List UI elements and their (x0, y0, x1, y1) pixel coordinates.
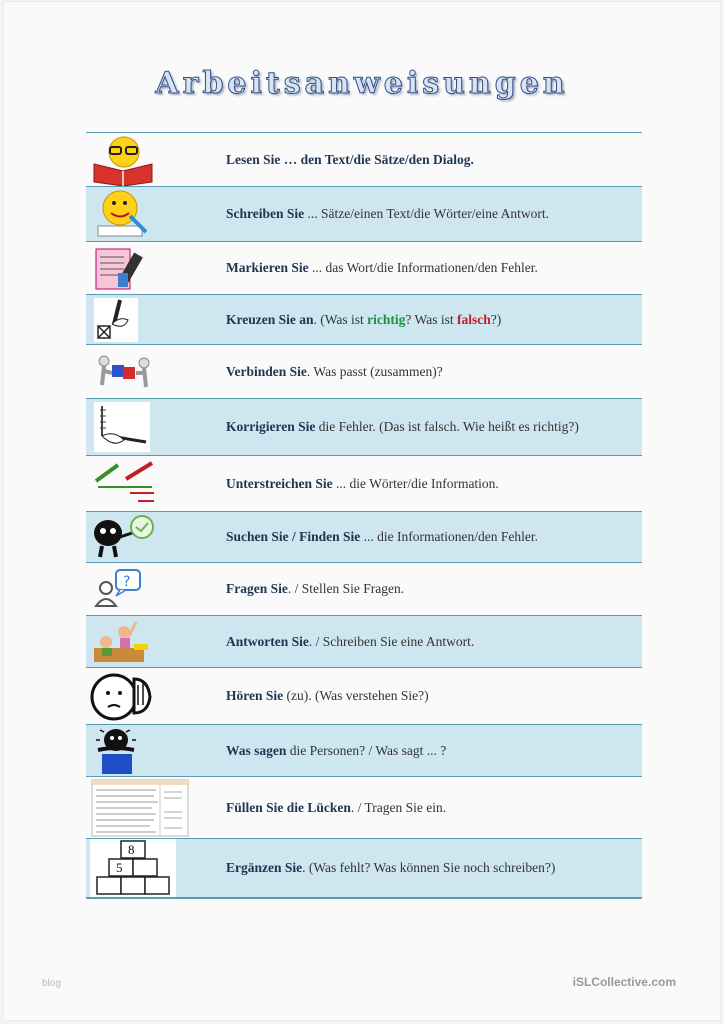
instruction-text: Markieren Sie ... das Wort/die Informationen/den Fehler. (226, 260, 538, 275)
magnifier-figure-icon (86, 512, 222, 562)
instruction-row (86, 724, 642, 776)
instruction-row (86, 511, 642, 562)
instruction-text: Ergänzen Sie. (Was fehlt? Was können Sie noch schreiben?) (226, 860, 556, 875)
instruction-text: Fragen Sie. / Stellen Sie Fragen. (226, 581, 405, 596)
instruction-text: Suchen Sie / Finden Sie ... die Informationen/den Fehler. (226, 529, 538, 544)
instruction-row (86, 241, 642, 294)
instruction-row (86, 667, 642, 724)
instruction-text: Was sagen die Personen? / Was sagt ... ? (226, 742, 447, 758)
instruction-text: Lesen Sie … den Text/die Sätze/den Dialog. (226, 151, 474, 167)
instruction-text: Füllen Sie die Lücken. / Tragen Sie ein. (226, 799, 447, 815)
footer-site-credit: iSLCollective.com (572, 975, 676, 989)
worksheet-page (4, 2, 720, 1020)
instruction-row (86, 838, 642, 897)
smiley-writing-icon (86, 187, 222, 241)
number-pyramid-icon (86, 839, 222, 897)
instruction-text: Korrigieren Sie die Fehler. (Das ist falsch. Wie heißt es richtig?) (226, 419, 579, 434)
instruction-text: Verbinden Sie. Was passt (zusammen)? (226, 363, 443, 379)
question-bubble-person-icon (86, 563, 222, 615)
pyramid-middle-number: 5 (116, 860, 123, 875)
instruction-table (86, 132, 642, 899)
face-listening-hand-icon (86, 668, 222, 724)
instruction-text: Schreiben Sie ... Sätze/einen Text/die Wörter/eine Antwort. (226, 206, 549, 221)
correcting-pen-icon (86, 399, 222, 455)
svg-text:?: ? (123, 574, 131, 590)
footer-left-watermark: blog (42, 978, 61, 989)
instruction-row (86, 133, 642, 186)
checkbox-pen-icon (86, 295, 222, 344)
smiley-reading-book-icon (86, 133, 222, 186)
instruction-text: Antworten Sie. / Schreiben Sie eine Antwort. (226, 633, 475, 649)
instruction-row (86, 455, 642, 511)
instruction-row (86, 344, 642, 398)
worksheet-gaps-icon (86, 777, 222, 838)
puzzle-people-icon (86, 345, 222, 398)
highlighter-marker-icon (86, 242, 222, 294)
instruction-text: Unterstreichen Sie ... die Wörter/die Information. (226, 475, 499, 491)
speaker-podium-icon (86, 725, 222, 776)
page-title: Arbeitsanweisungen (155, 66, 569, 101)
students-raising-hand-icon (86, 616, 222, 667)
instruction-row (86, 398, 642, 455)
instruction-row (86, 186, 642, 241)
instruction-row (86, 562, 642, 615)
pencils-underline-icon (86, 456, 222, 511)
instruction-row (86, 776, 642, 838)
instruction-row (86, 294, 642, 344)
instruction-text: Hören Sie (zu). (Was verstehen Sie?) (226, 688, 429, 703)
instruction-text: Kreuzen Sie an. (Was ist richtig? Was ist falsch?) (226, 311, 502, 327)
instruction-row (86, 615, 642, 667)
pyramid-top-number: 8 (128, 842, 135, 857)
